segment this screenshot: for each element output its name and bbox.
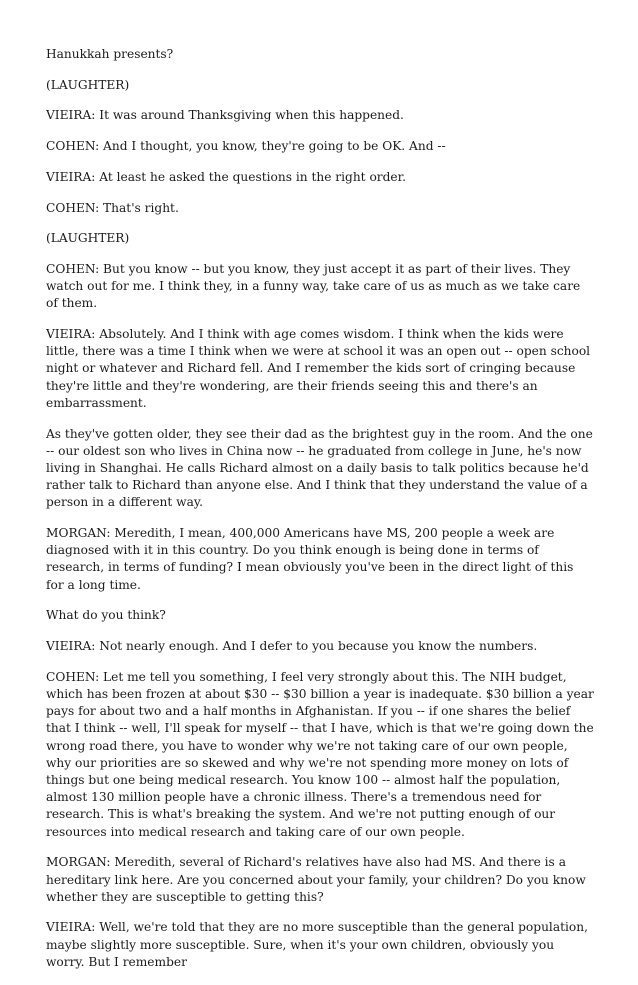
paragraph: As they've gotten older, they see their dad as the brightest guy in the room. And the one -- our oldest son who lives in China now -- he graduated from college in June, he's now living in Shanghai. He calls Richard almost on a daily basis to talk politics because he'd rather talk to Richard than anyone else. And I think that they understand the value of a person in a different way. — [46, 426, 593, 510]
paragraph: VIEIRA: Well, we're told that they are no more susceptible than the general population, maybe slightly more susceptible. Sure, when it's your own children, obviously you worry. But I remember — [46, 920, 588, 969]
paragraph: COHEN: And I thought, you know, they're going to be OK. And -- — [46, 139, 446, 154]
transcript-page — [46, 46, 594, 985]
paragraph: MORGAN: Meredith, several of Richard's relatives have also had MS. And there is a hereditary link here. Are you concerned about your family, your children? Do you know whether they are susceptible to getting this? — [46, 855, 586, 904]
paragraph: Hanukkah presents? — [46, 47, 174, 61]
paragraph: COHEN: But you know -- but you know, they just accept it as part of their lives. They watch out for me. I think they, in a funny way, take care of us as much as we take care of them. — [46, 261, 581, 311]
paragraph: MORGAN: Meredith, I mean, 400,000 Americans have MS, 200 people a week are diagnosed with it in this country. Do you think enough is being done in terms of research, in terms of funding? I mean obviously you've been in the direct light of this for a long time. — [46, 526, 574, 592]
paragraph: COHEN: Let me tell you something, I feel very strongly about this. The NIH budget, which has been frozen at about $30 -- $30 billion a year is inadequate. $30 billion a year pays for about two and a half months in Afghanistan. If you -- if one shares the belief that I think -- well, I'll speak for myself -- that I have, which is that we're going down the wrong road there, you have to wonder why we're not taking care of our own people, why our priorities are so skewed and why we're not spending more money on lots of things but one being medical research. You know 100 -- almost half the population, almost 130 million people have a chronic illness. There's a tremendous need for research. This is what's breaking the system. And we're not putting enough of our resources into medical research and taking care of our own people. — [46, 669, 594, 839]
paragraph: (LAUGHTER) — [46, 77, 130, 92]
paragraph: VIEIRA: Absolutely. And I think with age comes wisdom. I think when the kids were little, there was a time I think when we were at school it was an open out -- open school night or whatever and Richard fell. And I remember the kids sort of cringing because they're little and they're wondering, are their friends seeing this and there's an embarrassment. — [46, 327, 591, 410]
paragraph: VIEIRA: It was around Thanksgiving when this happened. — [46, 108, 404, 123]
paragraph: What do you think? — [46, 608, 166, 623]
paragraph: COHEN: That's right. — [46, 200, 179, 215]
paragraph: (LAUGHTER) — [46, 231, 130, 246]
paragraph: VIEIRA: At least he asked the questions in the right order. — [46, 169, 406, 184]
paragraph: VIEIRA: Not nearly enough. And I defer to you because you know the numbers. — [46, 639, 538, 654]
